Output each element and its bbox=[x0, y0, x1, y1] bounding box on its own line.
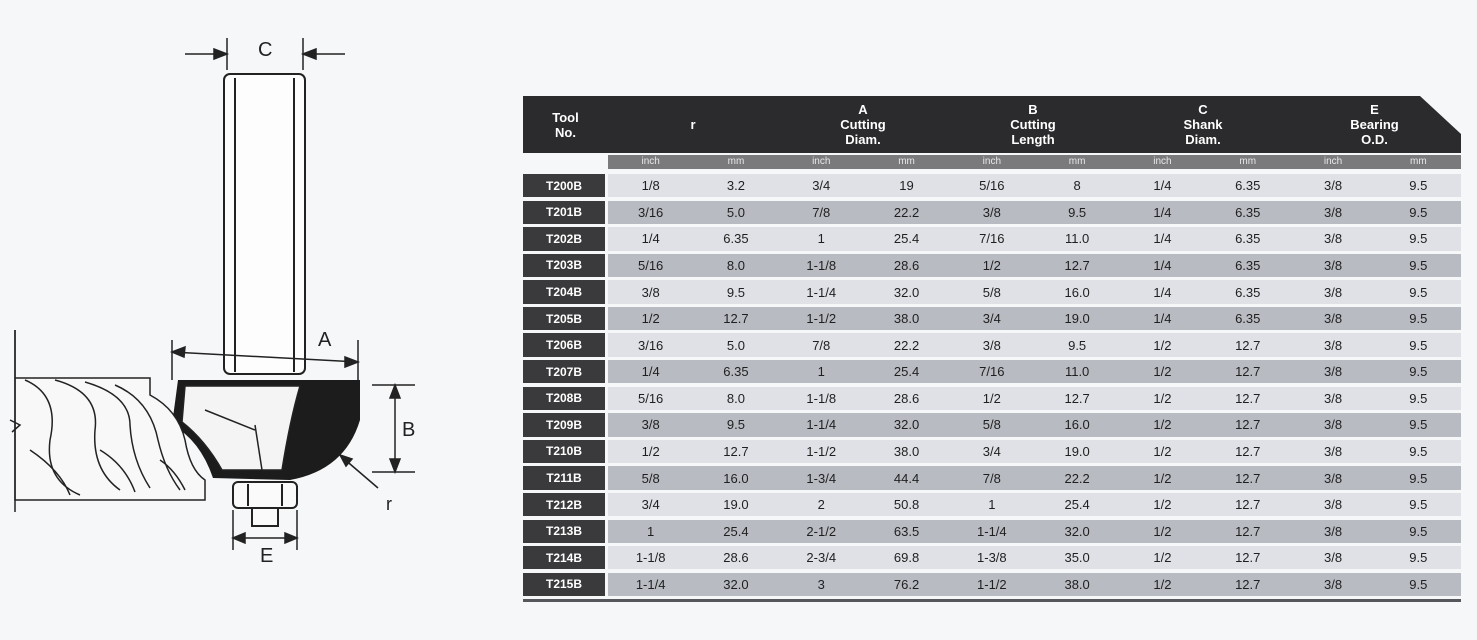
table-cell: 1-1/2 bbox=[779, 307, 864, 330]
header-e: E Bearing O.D. bbox=[1350, 102, 1399, 147]
table-cell: 22.2 bbox=[1034, 466, 1119, 489]
table-cell: 3/8 bbox=[949, 201, 1034, 224]
table-cell: 3/8 bbox=[1290, 227, 1375, 250]
table-cell: 7/16 bbox=[949, 227, 1034, 250]
tool-number-cell: T207B bbox=[523, 360, 605, 383]
table-cell: 1/2 bbox=[1120, 546, 1205, 569]
table-cell: 19 bbox=[864, 174, 949, 197]
table-row bbox=[523, 360, 1461, 383]
table-cell: 9.5 bbox=[1376, 413, 1461, 436]
unit-label: inch bbox=[641, 156, 660, 167]
table-cell: 5/8 bbox=[949, 280, 1034, 303]
table-cell: 9.5 bbox=[1376, 174, 1461, 197]
table-cell: 12.7 bbox=[1205, 440, 1290, 463]
header-c: C Shank Diam. bbox=[1183, 102, 1223, 147]
table-cell: 28.6 bbox=[693, 546, 778, 569]
table-cell: 1-1/4 bbox=[779, 413, 864, 436]
table-cell: 7/8 bbox=[779, 201, 864, 224]
table-cell: 25.4 bbox=[1034, 493, 1119, 516]
table-cell: 12.7 bbox=[1205, 413, 1290, 436]
unit-label: mm bbox=[1068, 156, 1086, 167]
table-row bbox=[523, 546, 1461, 569]
table-cell: 38.0 bbox=[1034, 573, 1119, 596]
table-cell: 3/4 bbox=[608, 493, 693, 516]
table-cell: 19.0 bbox=[1034, 307, 1119, 330]
table-cell: 3/8 bbox=[608, 280, 693, 303]
table-cell: 1/4 bbox=[608, 227, 693, 250]
header-r: r bbox=[690, 117, 696, 132]
table-cell: 3/8 bbox=[1290, 254, 1375, 277]
tool-number-cell: T210B bbox=[523, 440, 605, 463]
table-cell: 1/2 bbox=[1120, 333, 1205, 356]
table-cell: 12.7 bbox=[1205, 546, 1290, 569]
table-cell: 16.0 bbox=[693, 466, 778, 489]
table-cell: 9.5 bbox=[1376, 573, 1461, 596]
table-cell: 12.7 bbox=[1205, 573, 1290, 596]
tool-number-cell: T214B bbox=[523, 546, 605, 569]
table-cell: 8.0 bbox=[693, 254, 778, 277]
table-cell: 12.7 bbox=[1205, 360, 1290, 383]
table-cell: 3/8 bbox=[1290, 360, 1375, 383]
table-cell: 1/2 bbox=[1120, 466, 1205, 489]
unit-label: mm bbox=[1409, 156, 1427, 167]
tool-number-cell: T215B bbox=[523, 573, 605, 596]
unit-label: inch bbox=[812, 156, 831, 167]
table-cell: 1 bbox=[949, 493, 1034, 516]
table-row bbox=[523, 520, 1461, 543]
table-cell: 9.5 bbox=[1376, 387, 1461, 410]
table-cell: 3/16 bbox=[608, 333, 693, 356]
table-cell: 6.35 bbox=[1205, 201, 1290, 224]
table-cell: 3/8 bbox=[1290, 546, 1375, 569]
table-cell: 6.35 bbox=[1205, 307, 1290, 330]
table-cell: 16.0 bbox=[1034, 413, 1119, 436]
table-cell: 3/16 bbox=[608, 201, 693, 224]
table-body bbox=[523, 174, 1461, 599]
table-cell: 6.35 bbox=[1205, 254, 1290, 277]
table-cell: 1-1/8 bbox=[779, 387, 864, 410]
table-cell: 1/2 bbox=[949, 387, 1034, 410]
cutter-body bbox=[172, 380, 360, 480]
table-cell: 38.0 bbox=[864, 440, 949, 463]
table-cell: 9.5 bbox=[1376, 333, 1461, 356]
unit-label: inch bbox=[1323, 156, 1343, 167]
table-cell: 9.5 bbox=[1034, 333, 1119, 356]
tool-number-cell: T213B bbox=[523, 520, 605, 543]
tool-number-cell: T209B bbox=[523, 413, 605, 436]
table-cell: 5/16 bbox=[608, 387, 693, 410]
table-cell: 1/4 bbox=[1120, 254, 1205, 277]
table-row bbox=[523, 227, 1461, 250]
table-cell: 5/8 bbox=[608, 466, 693, 489]
table-cell: 28.6 bbox=[864, 387, 949, 410]
table-cell: 9.5 bbox=[1376, 201, 1461, 224]
table-cell: 25.4 bbox=[693, 520, 778, 543]
table-row bbox=[523, 493, 1461, 516]
table-cell: 19.0 bbox=[693, 493, 778, 516]
tool-number-cell: T200B bbox=[523, 174, 605, 197]
table-cell: 3/8 bbox=[1290, 573, 1375, 596]
label-r: r bbox=[386, 494, 392, 514]
table-cell: 3/8 bbox=[1290, 333, 1375, 356]
table-row bbox=[523, 174, 1461, 197]
table-cell: 19.0 bbox=[1034, 440, 1119, 463]
unit-label: mm bbox=[1239, 156, 1257, 167]
table-cell: 1-3/8 bbox=[949, 546, 1034, 569]
table-cell: 3/8 bbox=[1290, 493, 1375, 516]
table-cell: 9.5 bbox=[1376, 360, 1461, 383]
table-cell: 1-1/4 bbox=[949, 520, 1034, 543]
table-cell: 22.2 bbox=[864, 333, 949, 356]
table-cell: 3/8 bbox=[1290, 280, 1375, 303]
table-cell: 1/4 bbox=[1120, 227, 1205, 250]
table-cell: 3/8 bbox=[1290, 307, 1375, 330]
shank bbox=[224, 74, 305, 374]
table-cell: 1-1/4 bbox=[779, 280, 864, 303]
table-cell: 1-1/4 bbox=[608, 573, 693, 596]
table-cell: 1-3/4 bbox=[779, 466, 864, 489]
table-cell: 28.6 bbox=[864, 254, 949, 277]
table-cell: 6.35 bbox=[1205, 174, 1290, 197]
table-cell: 9.5 bbox=[1376, 307, 1461, 330]
table-cell: 1 bbox=[608, 520, 693, 543]
table-row bbox=[523, 201, 1461, 224]
table-cell: 3/8 bbox=[1290, 174, 1375, 197]
table-cell: 5/16 bbox=[608, 254, 693, 277]
table-cell: 3/8 bbox=[1290, 387, 1375, 410]
header-tool-no: Tool No. bbox=[552, 109, 579, 140]
table-cell: 63.5 bbox=[864, 520, 949, 543]
table-cell: 9.5 bbox=[1376, 227, 1461, 250]
table-cell: 1/2 bbox=[1120, 440, 1205, 463]
table-cell: 1/4 bbox=[1120, 307, 1205, 330]
table-cell: 12.7 bbox=[1205, 387, 1290, 410]
table-cell: 9.5 bbox=[1376, 440, 1461, 463]
tool-number-cell: T205B bbox=[523, 307, 605, 330]
table-cell: 1/2 bbox=[608, 307, 693, 330]
table-cell: 44.4 bbox=[864, 466, 949, 489]
table-row bbox=[523, 573, 1461, 596]
tool-number-cell: T206B bbox=[523, 333, 605, 356]
table-cell: 12.7 bbox=[1205, 493, 1290, 516]
tool-number-cell: T212B bbox=[523, 493, 605, 516]
label-e: E bbox=[260, 545, 274, 567]
tool-number-cell: T202B bbox=[523, 227, 605, 250]
table-cell: 12.7 bbox=[693, 307, 778, 330]
table-cell: 32.0 bbox=[864, 280, 949, 303]
table-cell: 9.5 bbox=[1376, 520, 1461, 543]
table-cell: 1/4 bbox=[1120, 201, 1205, 224]
table-cell: 76.2 bbox=[864, 573, 949, 596]
label-c: C bbox=[258, 39, 273, 61]
table-cell: 3/4 bbox=[949, 307, 1034, 330]
table-cell: 3.2 bbox=[693, 174, 778, 197]
table-cell: 11.0 bbox=[1034, 227, 1119, 250]
table-cell: 11.0 bbox=[1034, 360, 1119, 383]
table-cell: 1/2 bbox=[1120, 573, 1205, 596]
label-a: A bbox=[318, 329, 332, 351]
table-cell: 1/2 bbox=[1120, 387, 1205, 410]
table-cell: 5.0 bbox=[693, 201, 778, 224]
table-cell: 9.5 bbox=[1376, 546, 1461, 569]
table-cell: 6.35 bbox=[693, 227, 778, 250]
table-cell: 38.0 bbox=[864, 307, 949, 330]
table-row bbox=[523, 387, 1461, 410]
table-cell: 1 bbox=[779, 227, 864, 250]
unit-row bbox=[608, 155, 1461, 169]
bearing bbox=[233, 482, 297, 526]
table-cell: 5.0 bbox=[693, 333, 778, 356]
table-cell: 69.8 bbox=[864, 546, 949, 569]
table-cell: 1/4 bbox=[1120, 280, 1205, 303]
table-cell: 3 bbox=[779, 573, 864, 596]
tool-number-cell: T208B bbox=[523, 387, 605, 410]
table-cell: 6.35 bbox=[1205, 227, 1290, 250]
table-cell: 3/8 bbox=[949, 333, 1034, 356]
table-cell: 32.0 bbox=[864, 413, 949, 436]
unit-label: mm bbox=[898, 156, 915, 167]
table-cell: 1-1/8 bbox=[779, 254, 864, 277]
table-cell: 3/8 bbox=[1290, 520, 1375, 543]
table-cell: 1/2 bbox=[1120, 493, 1205, 516]
table-cell: 1/8 bbox=[608, 174, 693, 197]
table-cell: 9.5 bbox=[1376, 466, 1461, 489]
table-cell: 1-1/8 bbox=[608, 546, 693, 569]
table-row bbox=[523, 466, 1461, 489]
table-cell: 9.5 bbox=[1034, 201, 1119, 224]
table-cell: 16.0 bbox=[1034, 280, 1119, 303]
label-b: B bbox=[402, 419, 416, 441]
table-cell: 8.0 bbox=[693, 387, 778, 410]
wood-workpiece bbox=[10, 330, 205, 512]
tool-number-cell: T201B bbox=[523, 201, 605, 224]
table-cell: 12.7 bbox=[1034, 254, 1119, 277]
table-cell: 3/4 bbox=[779, 174, 864, 197]
table-cell: 6.35 bbox=[693, 360, 778, 383]
header-a: A Cutting Diam. bbox=[840, 102, 886, 147]
table-row bbox=[523, 307, 1461, 330]
tool-number-cell: T203B bbox=[523, 254, 605, 277]
table-cell: 12.7 bbox=[1034, 387, 1119, 410]
table-cell: 5/16 bbox=[949, 174, 1034, 197]
table-cell: 1-1/2 bbox=[779, 440, 864, 463]
table-cell: 1/2 bbox=[1120, 520, 1205, 543]
table-cell: 32.0 bbox=[1034, 520, 1119, 543]
table-row bbox=[523, 333, 1461, 356]
table-cell: 3/8 bbox=[1290, 413, 1375, 436]
table-cell: 3/4 bbox=[949, 440, 1034, 463]
table-cell: 3/8 bbox=[1290, 440, 1375, 463]
table-cell: 9.5 bbox=[1376, 493, 1461, 516]
tool-number-cell: T204B bbox=[523, 280, 605, 303]
table-cell: 1/2 bbox=[1120, 413, 1205, 436]
table-row bbox=[523, 280, 1461, 303]
table-cell: 1/2 bbox=[1120, 360, 1205, 383]
table-cell: 9.5 bbox=[693, 413, 778, 436]
table-cell: 2-3/4 bbox=[779, 546, 864, 569]
table-cell: 3/8 bbox=[608, 413, 693, 436]
table-cell: 9.5 bbox=[1376, 254, 1461, 277]
table-cell: 3/8 bbox=[1290, 201, 1375, 224]
table-cell: 5/8 bbox=[949, 413, 1034, 436]
table-cell: 1-1/2 bbox=[949, 573, 1034, 596]
table-cell: 32.0 bbox=[693, 573, 778, 596]
table-cell: 2 bbox=[779, 493, 864, 516]
table-cell: 35.0 bbox=[1034, 546, 1119, 569]
table-cell: 12.7 bbox=[1205, 466, 1290, 489]
table-cell: 22.2 bbox=[864, 201, 949, 224]
table-cell: 7/8 bbox=[949, 466, 1034, 489]
table-bottom-rule bbox=[523, 599, 1461, 602]
table-cell: 8 bbox=[1034, 174, 1119, 197]
table-cell: 1/2 bbox=[949, 254, 1034, 277]
unit-label: inch bbox=[1153, 156, 1172, 167]
unit-label: inch bbox=[982, 156, 1002, 167]
tool-number-cell: T211B bbox=[523, 466, 605, 489]
table-row bbox=[523, 440, 1461, 463]
table-cell: 1/2 bbox=[608, 440, 693, 463]
table-cell: 25.4 bbox=[864, 360, 949, 383]
table-row bbox=[523, 413, 1461, 436]
table-cell: 12.7 bbox=[1205, 333, 1290, 356]
table-cell: 12.7 bbox=[693, 440, 778, 463]
table-row bbox=[523, 254, 1461, 277]
table-cell: 1/4 bbox=[1120, 174, 1205, 197]
table-cell: 6.35 bbox=[1205, 280, 1290, 303]
table-cell: 9.5 bbox=[693, 280, 778, 303]
router-bit-diagram bbox=[0, 0, 470, 640]
table-cell: 1/4 bbox=[608, 360, 693, 383]
table-cell: 9.5 bbox=[1376, 280, 1461, 303]
table-cell: 25.4 bbox=[864, 227, 949, 250]
table-cell: 7/8 bbox=[779, 333, 864, 356]
table-cell: 50.8 bbox=[864, 493, 949, 516]
table-cell: 3/8 bbox=[1290, 466, 1375, 489]
table-cell: 2-1/2 bbox=[779, 520, 864, 543]
unit-label: mm bbox=[727, 156, 745, 167]
table-cell: 1 bbox=[779, 360, 864, 383]
table-cell: 12.7 bbox=[1205, 520, 1290, 543]
table-cell: 7/16 bbox=[949, 360, 1034, 383]
header-b: B Cutting Length bbox=[1010, 102, 1056, 147]
